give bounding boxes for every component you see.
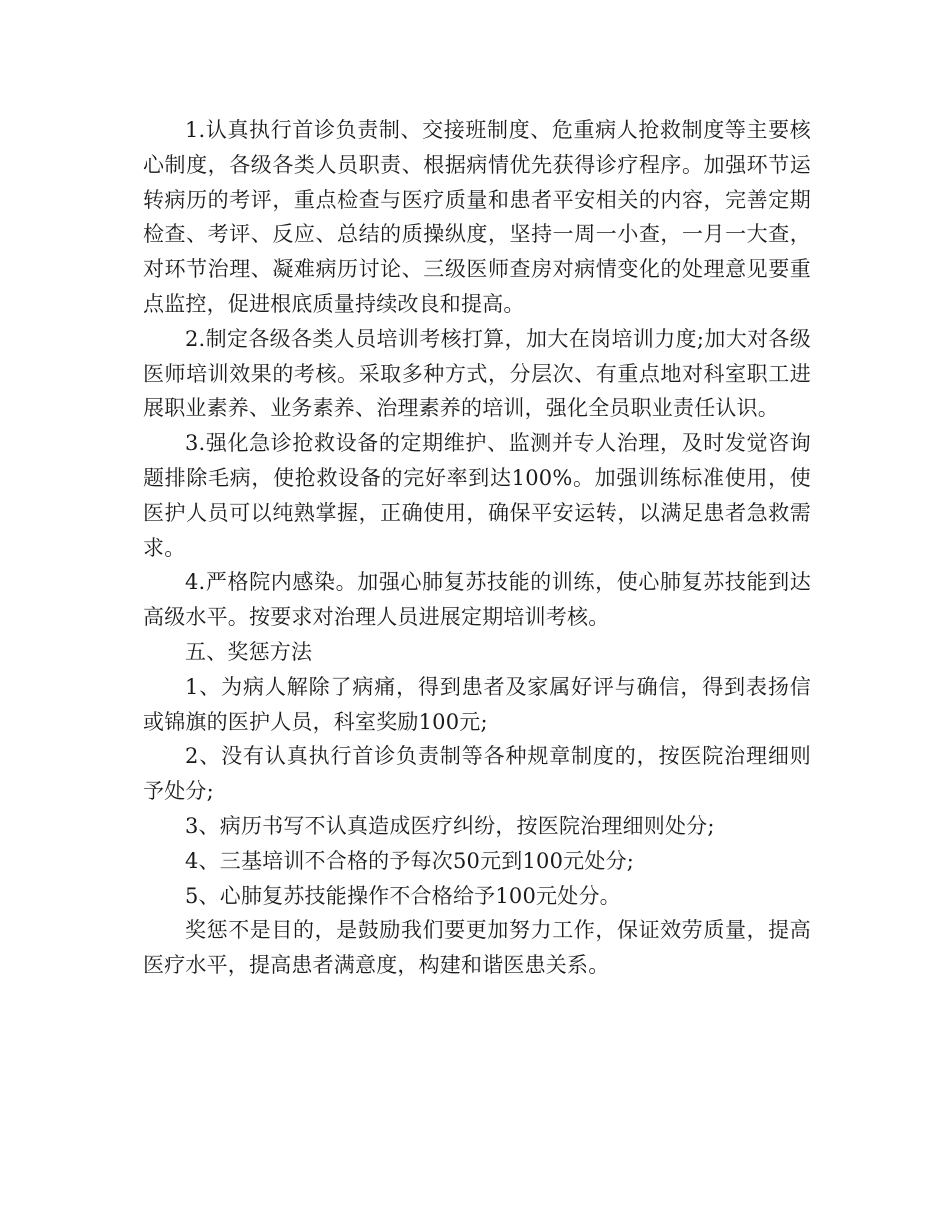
penalty-item-4: 4、三基培训不合格的予每次50元到100元处分; — [185, 848, 635, 873]
section-heading: 五、奖惩方法 — [185, 639, 313, 664]
penalty-item-5: 5、心肺复苏技能操作不合格给予100元处分。 — [185, 883, 621, 908]
paragraph-item-1: 1.认真执行首诊负责制、交接班制度、危重病人抢救制度等主要核心制度，各级各类人员职责、根据病情优先获得诊疗程序。加强环节运转病历的考评，重点检查与医疗质量和患者平安相关的内容，完善定期检查、考评、反应、总结的质操纵度，坚持一周一小查，一月一大查，对环节治理、凝难病历讨论、三级医师查房对病情变化的处理意见要重点监控，促进根底质量持续改良和提高。 — [143, 118, 811, 316]
paragraph-item-2: 2.制定各级各类人员培训考核打算，加大在岗培训力度;加大对各级医师培训效果的考核。采取多种方式，分层次、有重点地对科室职工进展职业素养、业务素养、治理素养的培训，强化全员职业责任认识。 — [143, 326, 811, 421]
reward-item-1: 1、为病人解除了病痛，得到患者及家属好评与确信，得到表扬信或锦旗的医护人员，科室奖励100元; — [143, 674, 811, 734]
penalty-item-2: 2、没有认真执行首诊负责制等各种规章制度的，按医院治理细则予处分; — [143, 744, 811, 804]
paragraph-item-4: 4.严格院内感染。加强心肺复苏技能的训练，使心肺复苏技能到达高级水平。按要求对治理人员进展定期培训考核。 — [143, 570, 811, 630]
penalty-item-3: 3、病历书写不认真造成医疗纠纷，按医院治理细则处分; — [185, 813, 715, 838]
closing-paragraph: 奖惩不是目的，是鼓励我们要更加努力工作，保证效劳质量，提高医疗水平，提高患者满意度，构建和谐医患关系。 — [143, 918, 811, 978]
document-body — [143, 113, 811, 983]
paragraph-item-3: 3.强化急诊抢救设备的定期维护、监测并专人治理，及时发觉咨询题排除毛病，使抢救设备的完好率到达100%。加强训练标准使用，使医护人员可以纯熟掌握，正确使用，确保平安运转，以满足患者急救需求。 — [143, 431, 811, 560]
